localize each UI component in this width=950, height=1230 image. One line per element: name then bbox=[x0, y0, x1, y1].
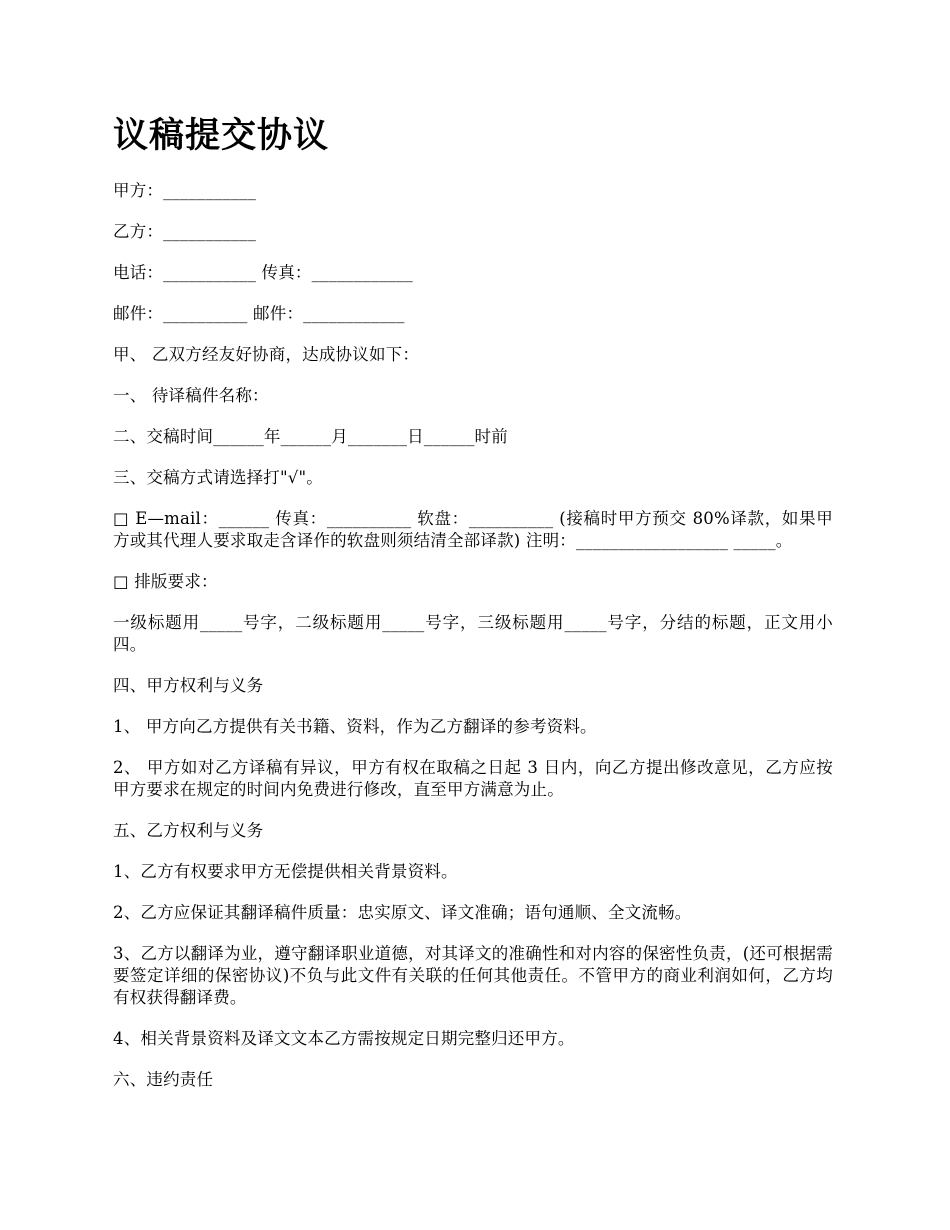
document-page bbox=[113, 110, 833, 1110]
section-5-heading: 五、乙方权利与义务 bbox=[113, 821, 264, 840]
section-5-item-4: 4、相关背景资料及译文文本乙方需按规定日期完整归还甲方。 bbox=[113, 1029, 575, 1048]
section-6-heading: 六、违约责任 bbox=[113, 1070, 214, 1089]
section-5-item-2: 2、乙方应保证其翻译稿件质量：忠实原文、译文准确；语句通顺、全文流畅。 bbox=[113, 903, 692, 922]
phone-fax-line: 电话：___________ 传真：____________ bbox=[113, 263, 413, 282]
agreement-intro: 甲、 乙双方经友好协商，达成协议如下： bbox=[113, 345, 420, 364]
delivery-options-paragraph: □ E—mail：______ 传真：__________ 软盘：__________ (接稿时甲方预交 80%译款，如果甲方或其代理人要求取走含译作的软盘则须结清全部译款) 注明：__________________ _____。 bbox=[113, 509, 833, 550]
document-title: 议稿提交协议 bbox=[113, 115, 330, 156]
section-3-delivery-method: 三、交稿方式请选择打"√"。 bbox=[113, 468, 323, 487]
section-4-item-1: 1、 甲方向乙方提供有关书籍、资料，作为乙方翻译的参考资料。 bbox=[113, 717, 597, 736]
typesetting-requirement: □ 排版要求： bbox=[113, 572, 218, 591]
section-1-heading: 一、 待译稿件名称： bbox=[113, 386, 269, 405]
section-5-item-1: 1、乙方有权要求甲方无偿提供相关背景资料。 bbox=[113, 862, 458, 881]
section-4-item-2: 2、 甲方如对乙方译稿有异议，甲方有权在取稿之日起 3 日内，向乙方提出修改意见，乙方应按甲方要求在规定的时间内免费进行修改，直至甲方满意为止。 bbox=[113, 758, 833, 799]
section-5-item-3: 3、乙方以翻译为业，遵守翻译职业道德，对其译文的准确性和对内容的保密性负责，(还可根据需要签定详细的保密协议)不负与此文件有关联的任何其他责任。不管甲方的商业利润如何，乙方均有权获得翻译费。 bbox=[113, 944, 833, 1007]
party-a-line: 甲方：___________ bbox=[113, 181, 257, 200]
heading-font-sizes: 一级标题用_____号字，二级标题用_____号字，三级标题用_____号字，分结的标题，正文用小四。 bbox=[113, 613, 833, 654]
section-4-heading: 四、甲方权利与义务 bbox=[113, 676, 264, 695]
email-line: 邮件：__________ 邮件：____________ bbox=[113, 304, 405, 323]
section-2-delivery-time: 二、交稿时间______年______月_______日______时前 bbox=[113, 427, 508, 446]
party-b-line: 乙方：___________ bbox=[113, 222, 257, 241]
